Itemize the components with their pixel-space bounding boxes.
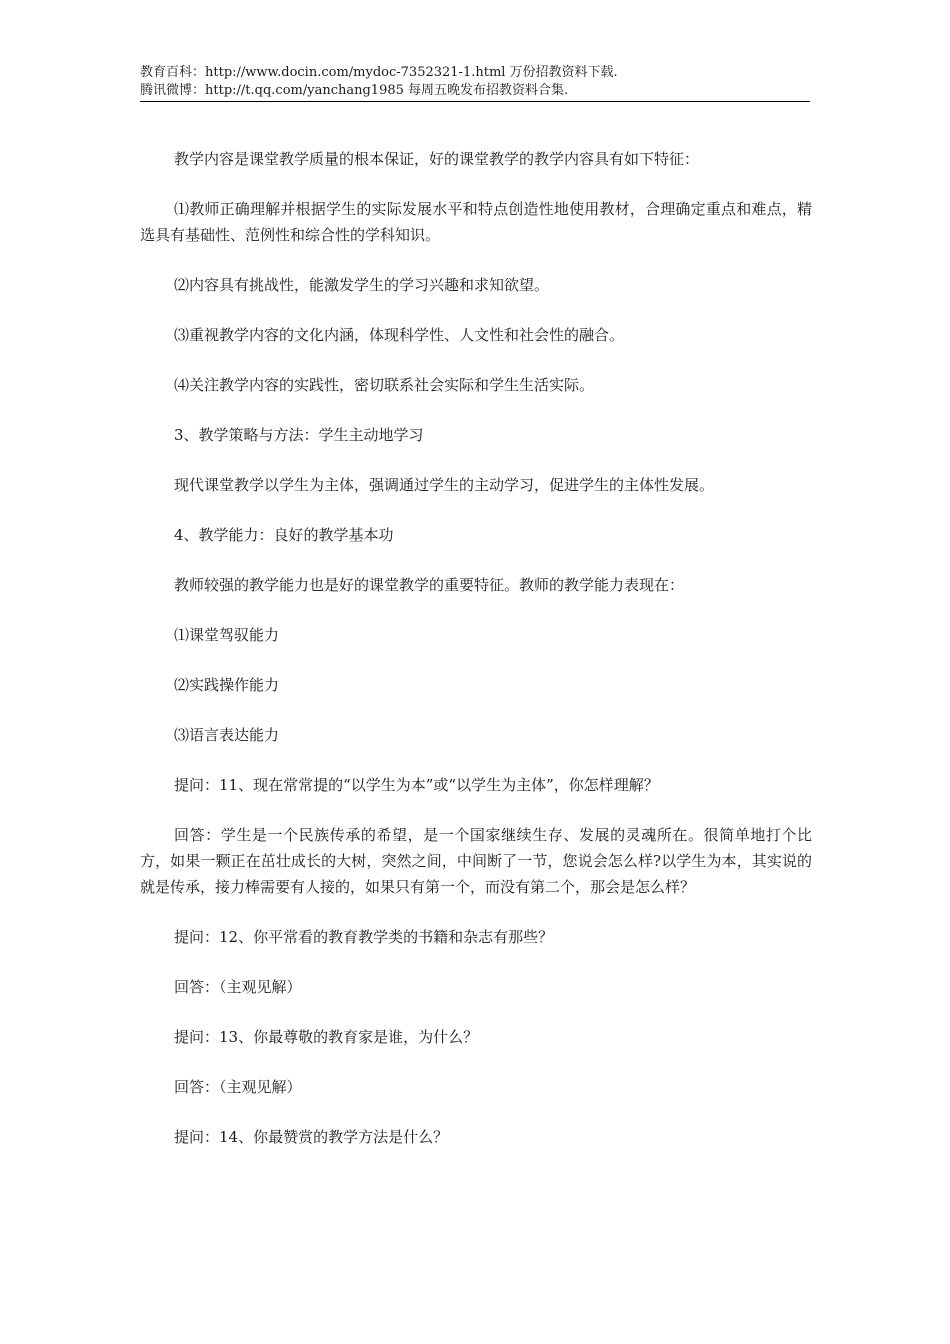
header-line-weibo: 腾讯微博：http://t.qq.com/yanchang1985 每周五晚发布招教资料合集. (140, 83, 569, 98)
list-item: ⑵实践操作能力 (174, 676, 280, 694)
paragraph: ⑶重视教学内容的文化内涵，体现科学性、人文性和社会性的融合。 (174, 326, 625, 344)
question: 提问：11、现在常常提的“以学生为本”或“以学生为主体”，你怎样理解？ (174, 776, 659, 794)
paragraph: ⑴教师正确理解并根据学生的实际发展水平和特点创造性地使用教材，合理确定重点和难点，精选具有基础性、范例性和综合性的学科知识。 (140, 200, 812, 244)
page-header (140, 64, 810, 102)
section-heading: 3、教学策略与方法：学生主动地学习 (174, 426, 424, 444)
answer: 回答：学生是一个民族传承的希望，是一个国家继续生存、发展的灵魂所在。很简单地打个比方，如果一颗正在茁壮成长的大树，突然之间，中间断了一节，您说会怎么样?以学生为本，其实说的就是传承，接力棒需要有人接的，如果只有第一个，而没有第二个，那会是怎么样？ (140, 826, 812, 896)
list-item: ⑴课堂驾驭能力 (174, 626, 280, 644)
section-heading: 4、教学能力：良好的教学基本功 (174, 526, 394, 544)
paragraph: 教师较强的教学能力也是好的课堂教学的重要特征。教师的教学能力表现在： (174, 576, 685, 594)
paragraph: 教学内容是课堂教学质量的根本保证，好的课堂教学的教学内容具有如下特征： (174, 150, 700, 168)
question: 提问：12、你平常看的教育教学类的书籍和杂志有那些？ (174, 928, 554, 946)
paragraph: 现代课堂教学以学生为主体，强调通过学生的主动学习，促进学生的主体性发展。 (174, 476, 715, 494)
paragraph: ⑷关注教学内容的实践性，密切联系社会实际和学生生活实际。 (174, 376, 595, 394)
answer: 回答：（主观见解） (174, 978, 302, 996)
question: 提问：13、你最尊敬的教育家是谁，为什么？ (174, 1028, 479, 1046)
paragraph: ⑵内容具有挑战性，能激发学生的学习兴趣和求知欲望。 (174, 276, 550, 294)
answer: 回答：（主观见解） (174, 1078, 302, 1096)
question: 提问：14、你最赞赏的教学方法是什么？ (174, 1128, 449, 1146)
header-line-docin: 教育百科：http://www.docin.com/mydoc-7352321-1.html 万份招教资料下载. (140, 65, 618, 80)
list-item: ⑶语言表达能力 (174, 726, 280, 744)
document-body (140, 146, 812, 1174)
